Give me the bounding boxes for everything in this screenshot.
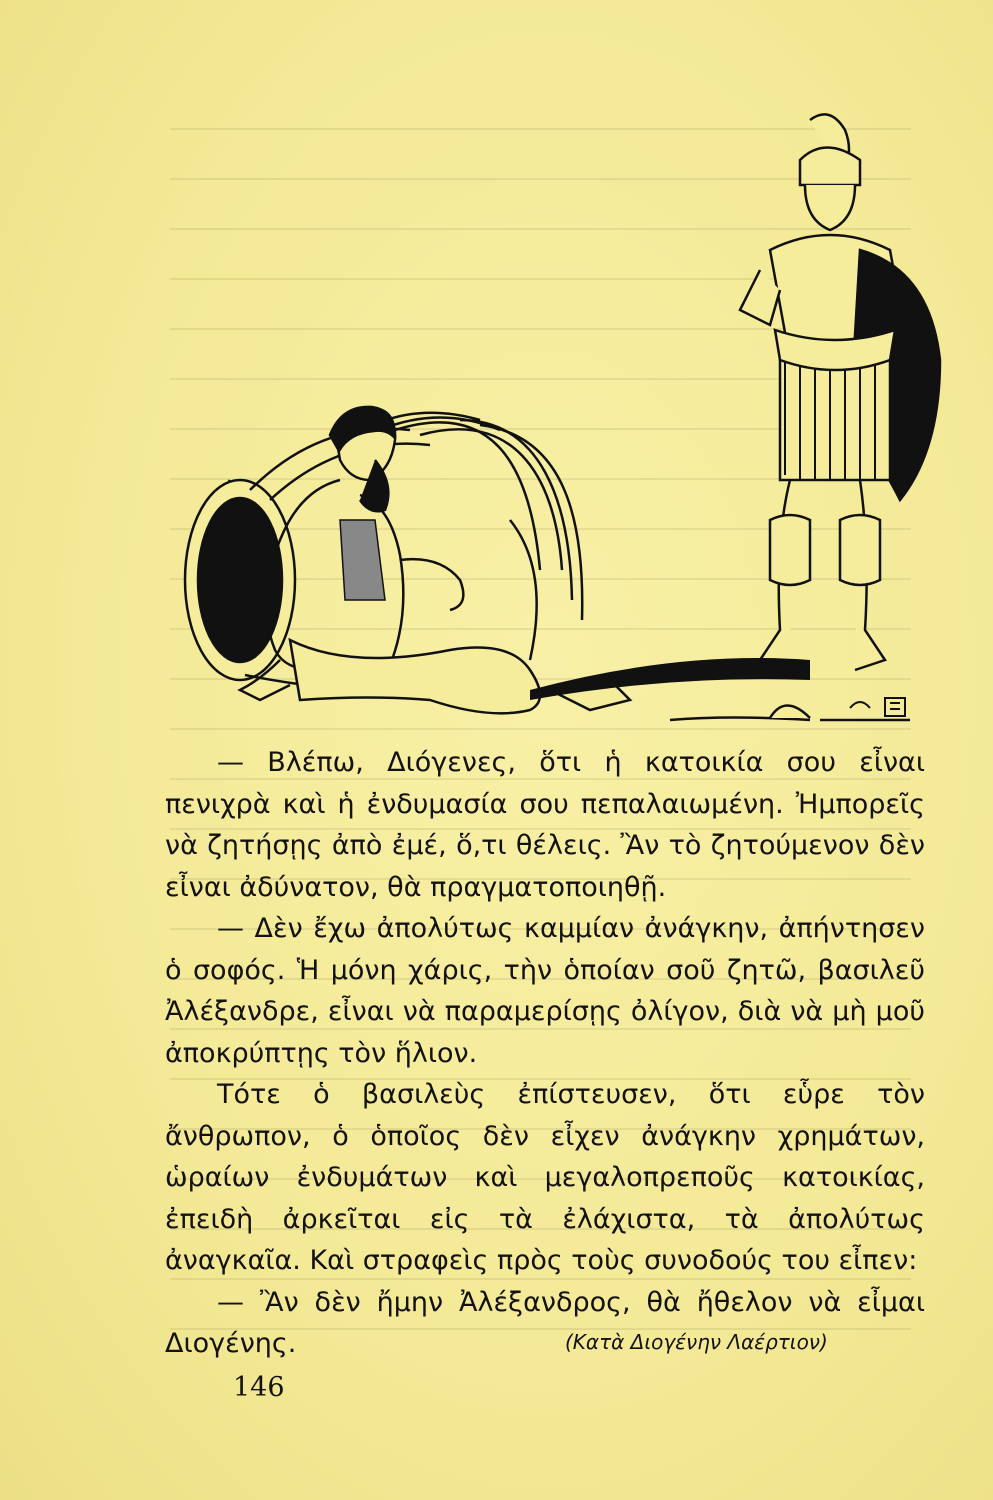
- alexander-figure-icon: [740, 114, 940, 670]
- diogenes-and-alexander-illustration: [170, 100, 950, 740]
- body-text: [165, 742, 925, 1365]
- narrative-paragraph: Τότε ὁ βασιλεὺς ἐπίστευσεν, ὅτι εὗρε τὸν ἄνθρωπον, ὁ ὁποῖος δὲν εἶχεν ἀνάγκην χρημάτων, ὡραίων ἐνδυμάτων καὶ μεγαλοπρεποῦς κατοικίας, ἐπειδὴ ἀρκεῖται εἰς τὰ ἐλάχιστα, τὰ ἀπολύτως ἀναγκαῖα. Καὶ στραφεὶς πρὸς τοὺς συνοδούς του εἶπεν:: [165, 1079, 925, 1276]
- page-number: 146: [233, 1372, 285, 1403]
- ground-shadow-icon: [530, 658, 910, 720]
- dialogue-paragraph-1: — Βλέπω, Διόγενες, ὅτι ἡ κατοικία σου εἶναι πενιχρὰ καὶ ἡ ἐνδυμασία σου πεπαλαιωμένη. Ἠμπορεῖς νὰ ζητήσῃς ἀπὸ ἐμέ, ὅ,τι θέλεις. Ἂν τὸ ζητούμενον δὲν εἶναι ἀδύνατον, θὰ πραγματοποιηθῇ.: [165, 747, 925, 903]
- source-attribution: (Κατὰ Διογένην Λαέρτιον): [565, 1330, 828, 1354]
- dialogue-paragraph-3: — Ἂν δὲν ἤμην Ἀλέξανδρος, θὰ ἤθελον νὰ εἶμαι Διογένης.: [165, 1286, 925, 1359]
- dialogue-paragraph-2: — Δὲν ἔχω ἀπολύτως καμμίαν ἀνάγκην, ἀπήντησεν ὁ σοφός. Ἡ μόνη χάρις, τὴν ὁποίαν σοῦ ζητῶ, βασιλεῦ Ἀλέξανδρε, εἶναι νὰ παραμερίσῃς ὀλίγον, διὰ νὰ μὴ μοῦ ἀποκρύπτῃς τὸν ἥλιον.: [165, 913, 925, 1069]
